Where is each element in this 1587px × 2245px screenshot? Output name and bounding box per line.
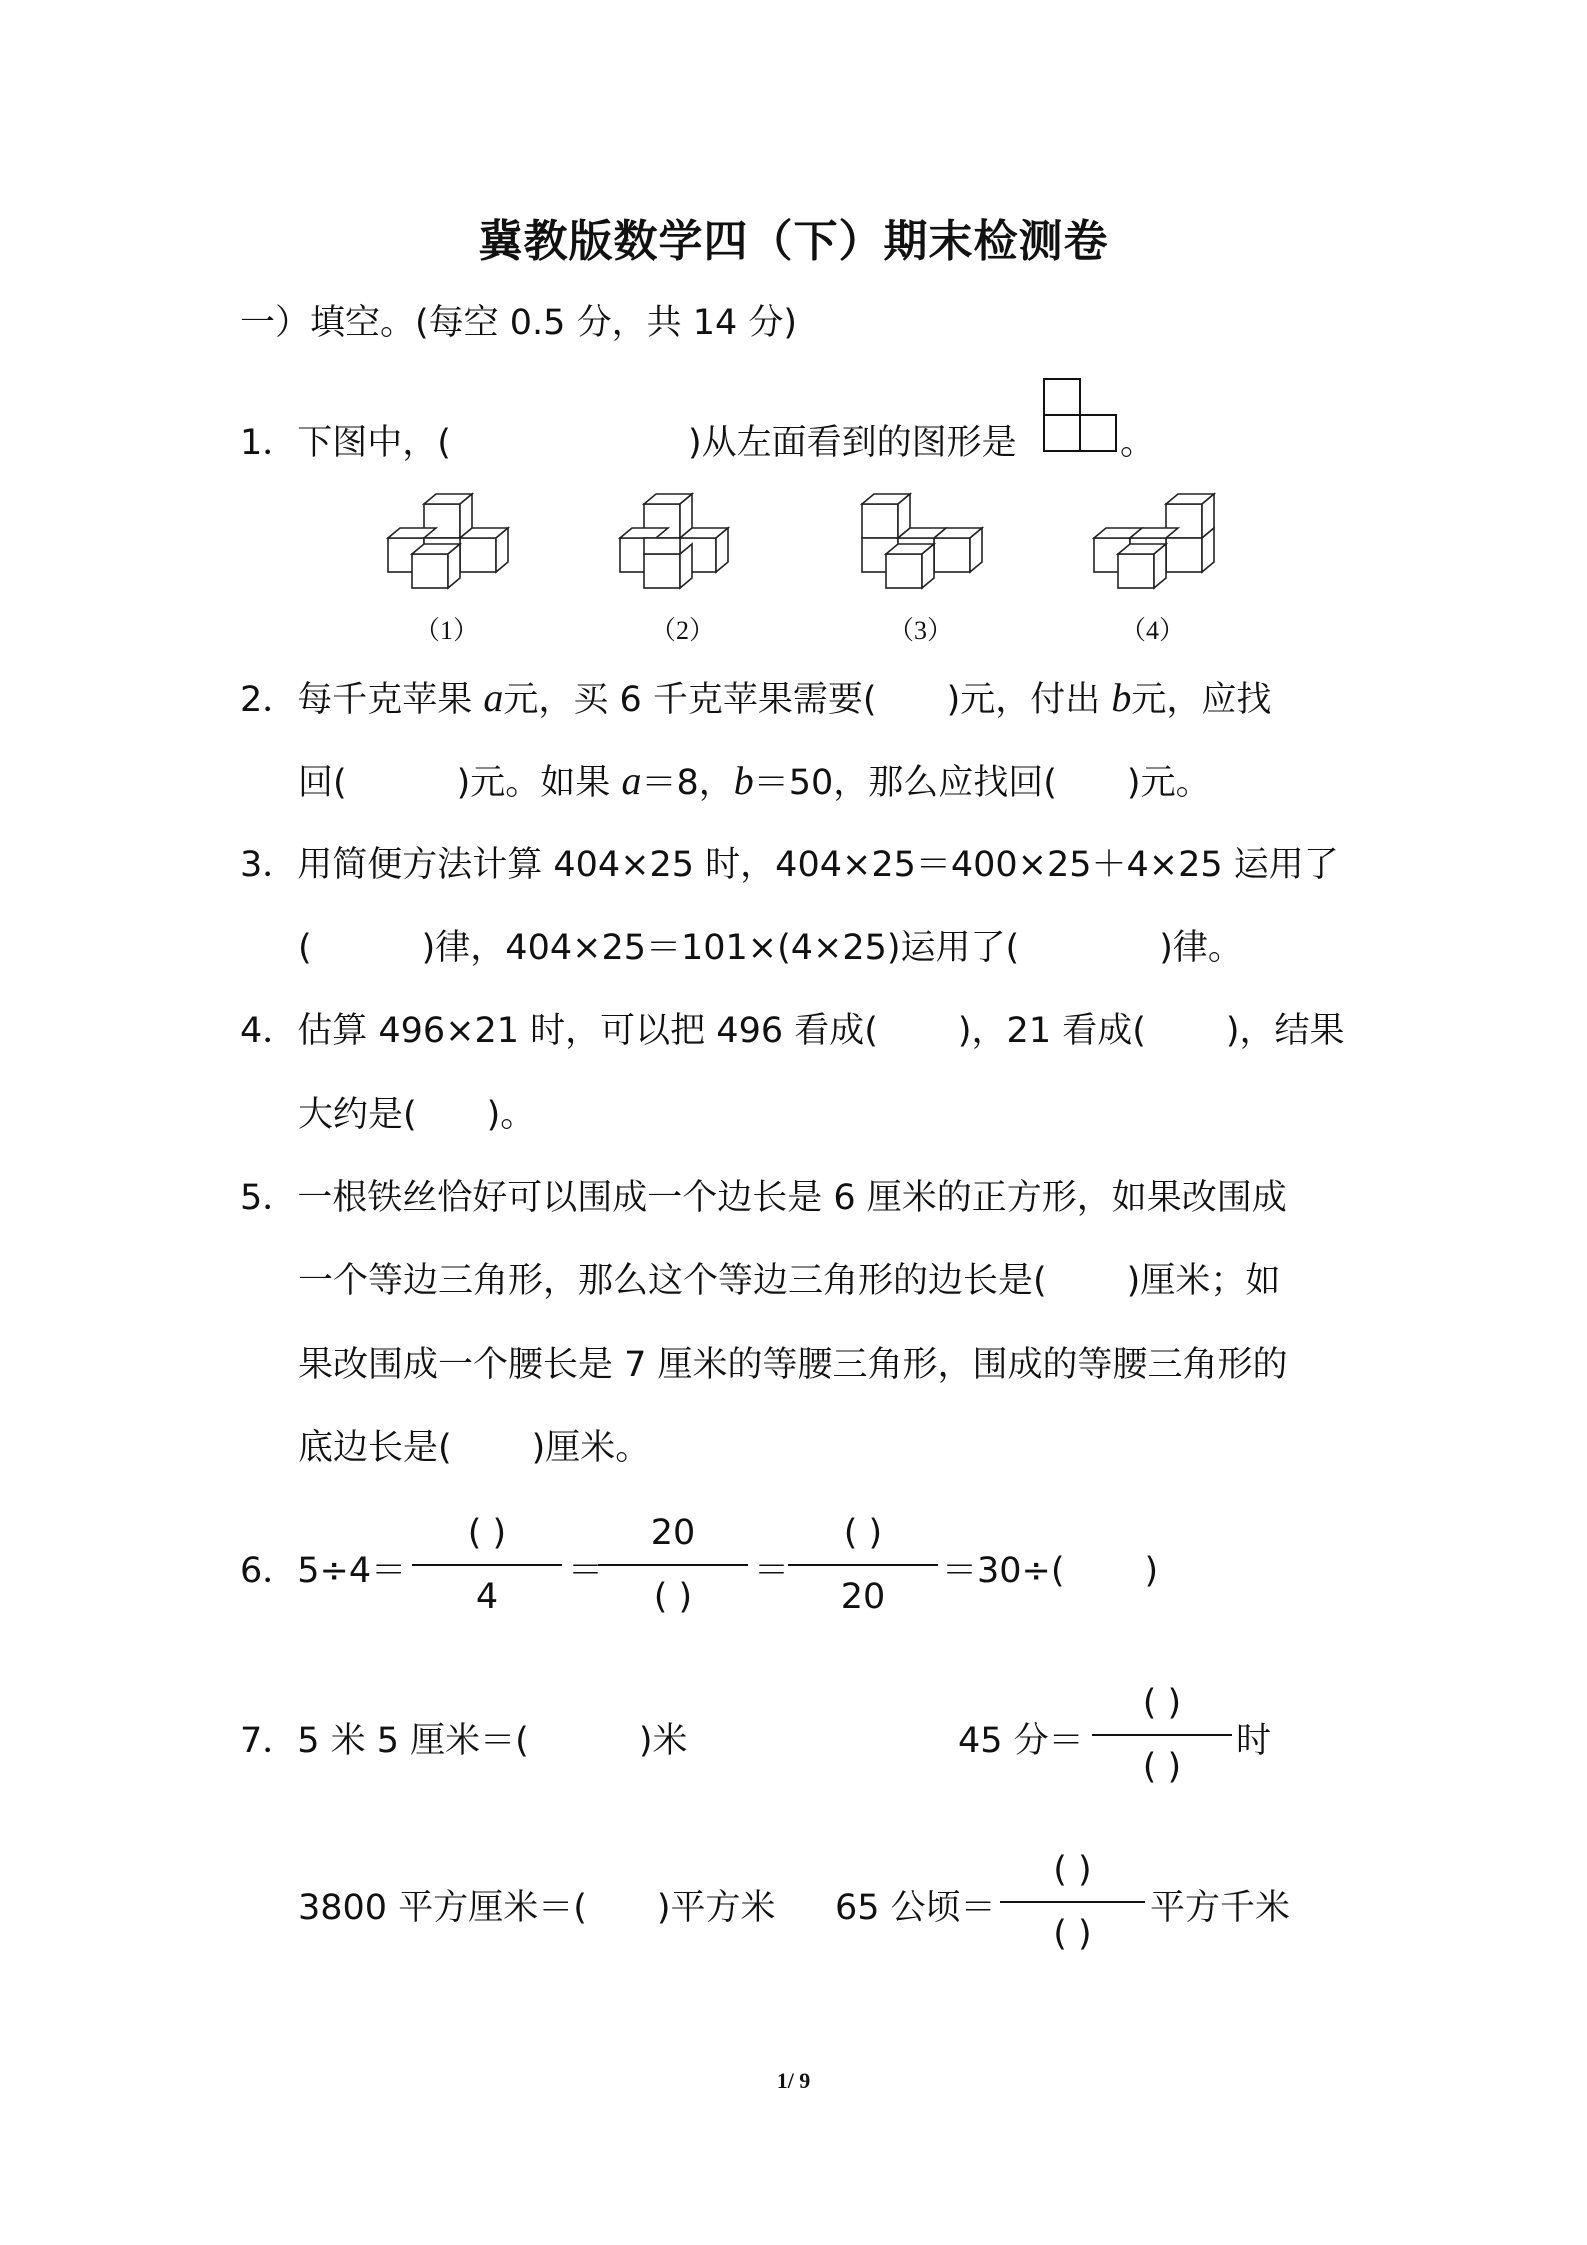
fraction-3: [788, 1510, 938, 1620]
question-5-line-4: 底边长是( )厘米。: [298, 1428, 651, 1468]
question-1-text-c: 。: [1120, 423, 1156, 463]
question-4-line-2: 大约是( )。: [298, 1095, 536, 1135]
cube-figure-3: [850, 490, 1000, 605]
cube-figure-4: [1082, 490, 1232, 605]
question-3-line-1: 3．用简便方法计算 404×25 时，404×25＝400×25＋4×25 运用了: [240, 845, 1339, 885]
question-7-part-d-lead: 65 公顷＝: [835, 1888, 996, 1928]
question-5-line-3: 果改围成一个腰长是 7 厘米的等腰三角形，围成的等腰三角形的: [298, 1345, 1288, 1385]
question-2-line-1: 2．每千克苹果 a元，买 6 千克苹果需要( )元，付出 b元，应找: [240, 675, 1272, 720]
figure-caption-1: （1）: [414, 616, 480, 645]
question-1-text-b: )从左面看到的图形是: [688, 423, 1017, 463]
cube-figure-1: [380, 490, 530, 605]
fraction-2: [598, 1510, 748, 1620]
question-2-line-2: 回( )元。如果 a＝8，b＝50，那么应找回( )元。: [298, 758, 1211, 803]
question-6-tail: ＝30÷( ): [942, 1551, 1159, 1591]
figure-caption-2: （2）: [650, 616, 716, 645]
question-7-part-b-lead: 45 分＝: [958, 1721, 1084, 1761]
fraction-3-numerator[interactable]: ( ): [843, 1513, 883, 1553]
cube-figure-2: [612, 490, 762, 605]
question-7-part-a: 7．5 米 5 厘米＝( )米: [240, 1721, 688, 1761]
question-4-line-1: 4．估算 496×21 时，可以把 496 看成( )，21 看成( )，结果: [240, 1011, 1345, 1051]
question-3-line-2: ( )律，404×25＝101×(4×25)运用了( )律。: [298, 928, 1243, 968]
question-6-lead: 6．5÷4＝: [240, 1551, 407, 1591]
left-view-icon: [1043, 378, 1118, 453]
question-5-line-2: 一个等边三角形，那么这个等边三角形的边长是( )厘米；如: [298, 1261, 1281, 1301]
fraction-1-denominator: 4: [475, 1577, 499, 1617]
fraction-1: [412, 1510, 562, 1620]
fraction-1-numerator[interactable]: ( ): [467, 1513, 507, 1553]
fraction-hours: [1092, 1680, 1232, 1790]
question-1-text-a: 1．下图中，(: [240, 423, 451, 463]
fraction-2-denominator[interactable]: ( ): [653, 1577, 693, 1617]
page-number: 1/ 9: [776, 2068, 811, 2093]
fraction-3-denominator: 20: [840, 1577, 886, 1617]
fraction-square-km: [1000, 1847, 1145, 1957]
section-heading: 一）填空。(每空 0.5 分，共 14 分): [240, 303, 798, 343]
figure-caption-3: （3）: [888, 616, 954, 645]
unit-hours: 时: [1236, 1721, 1272, 1761]
question-7-part-c: 3800 平方厘米＝( )平方米: [298, 1888, 776, 1928]
fraction-2-numerator: 20: [650, 1513, 696, 1553]
fraction-hours-denominator[interactable]: ( ): [1142, 1747, 1182, 1787]
page-title: 冀教版数学四（下）期末检测卷: [478, 216, 1109, 267]
figure-caption-4: （4）: [1120, 616, 1186, 645]
unit-square-km: 平方千米: [1150, 1888, 1291, 1928]
question-5-line-1: 5．一根铁丝恰好可以围成一个边长是 6 厘米的正方形，如果改围成: [240, 1178, 1287, 1218]
equals-sign: ＝: [754, 1551, 790, 1591]
fraction-square-km-denominator[interactable]: ( ): [1053, 1914, 1092, 1954]
equals-sign: ＝: [568, 1551, 604, 1591]
fraction-square-km-numerator[interactable]: ( ): [1053, 1850, 1092, 1890]
fraction-hours-numerator[interactable]: ( ): [1142, 1683, 1182, 1723]
